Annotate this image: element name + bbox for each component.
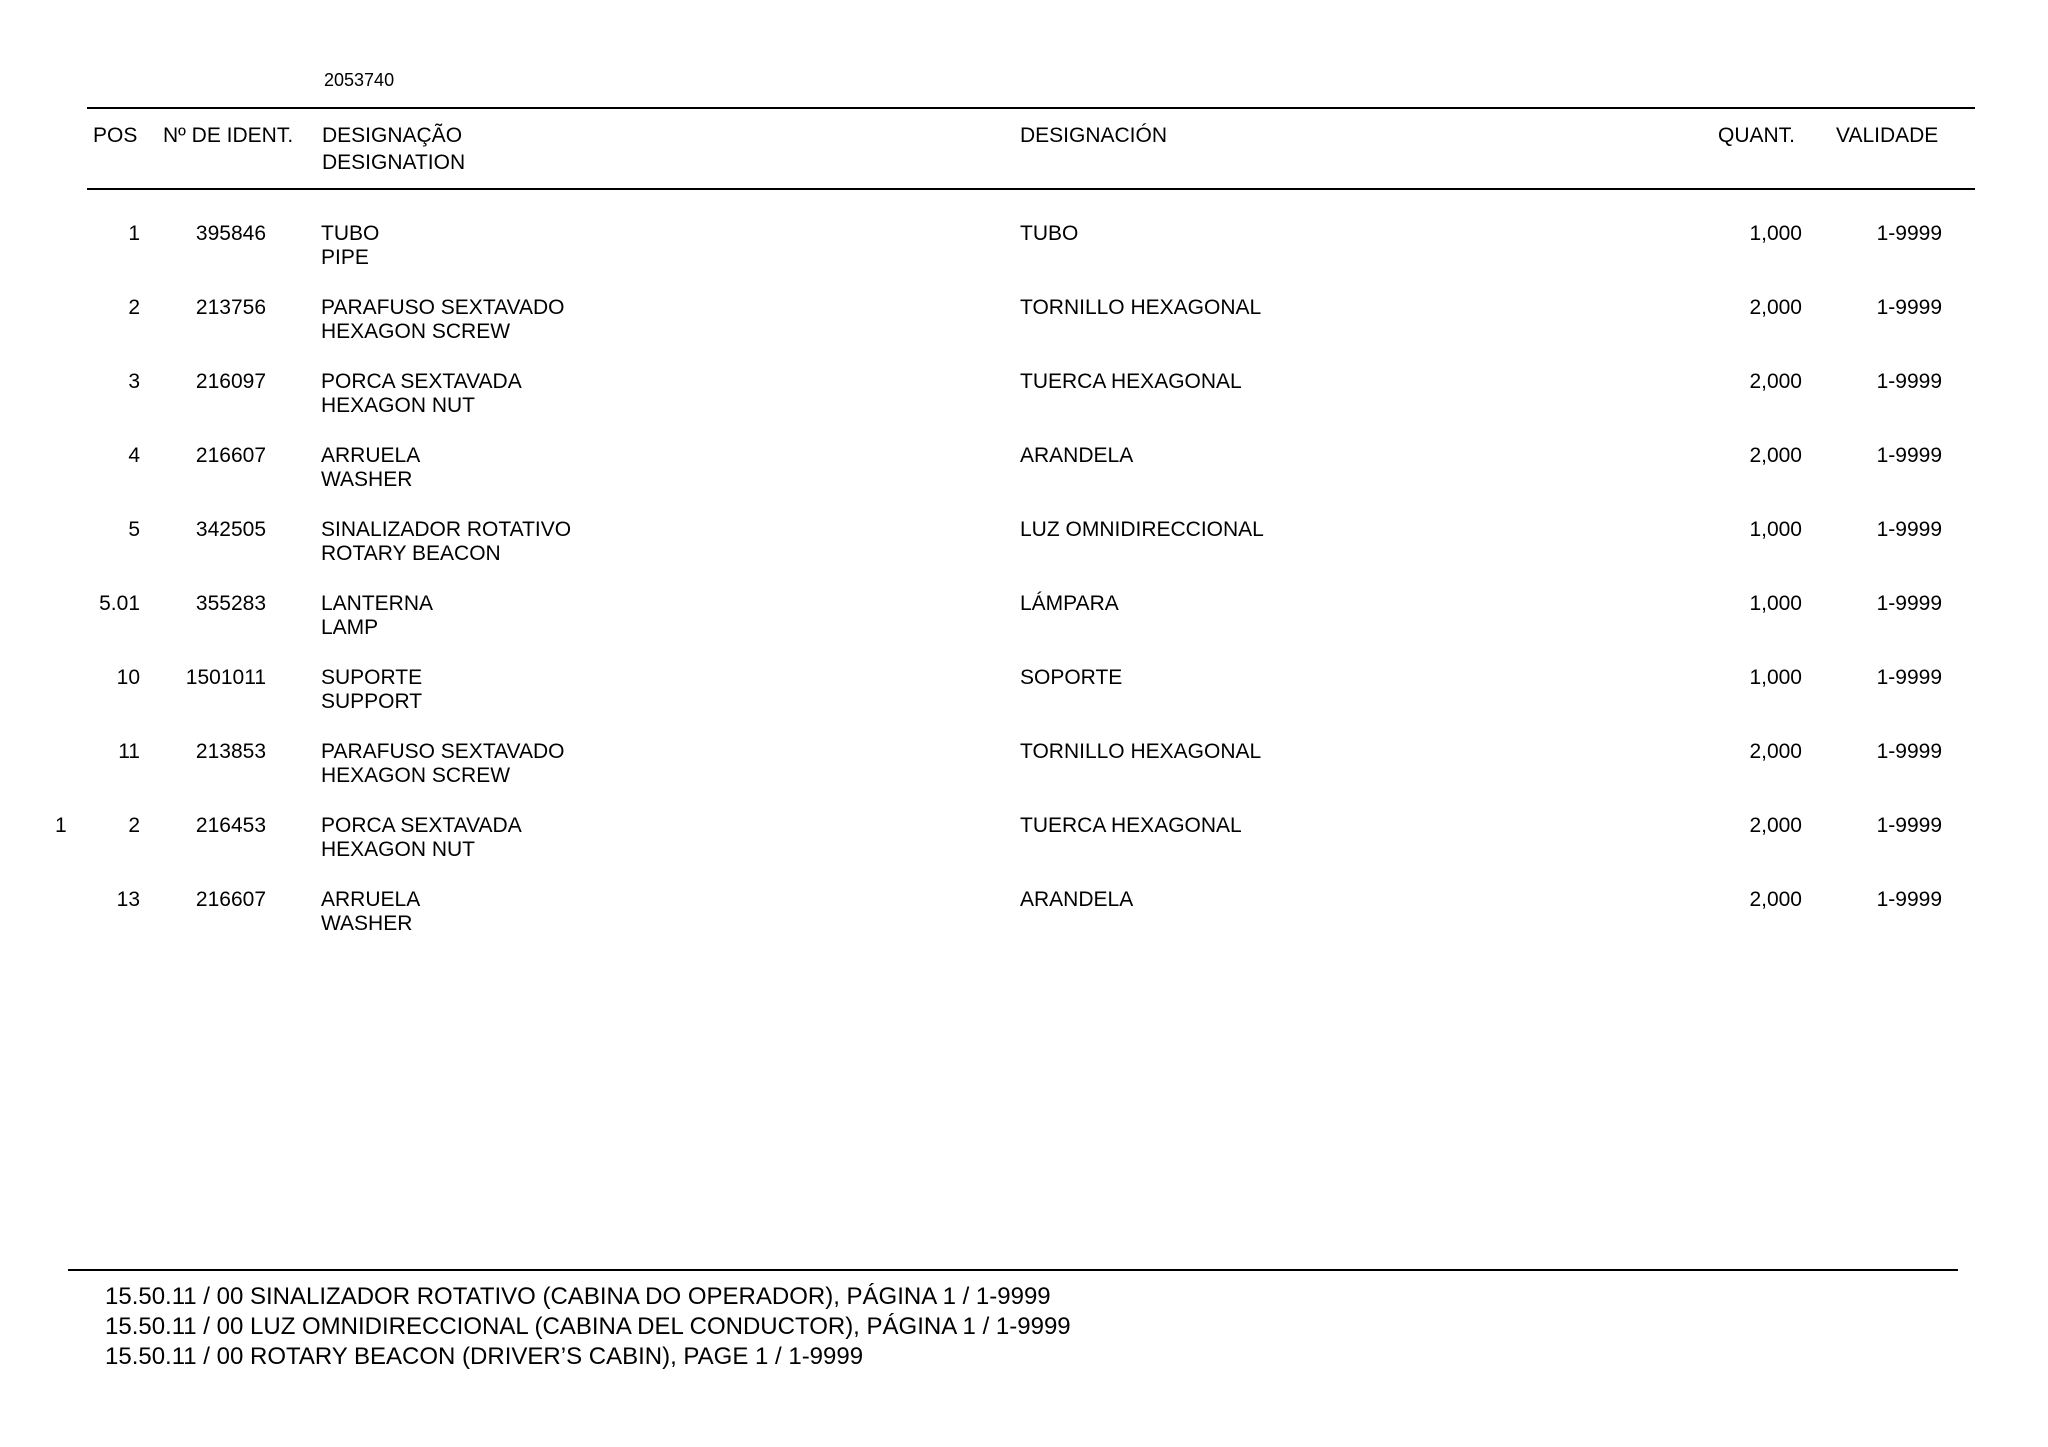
table-row bbox=[0, 444, 2048, 518]
row-desc-en: WASHER bbox=[321, 912, 413, 935]
row-desc-es: LÁMPARA bbox=[1020, 592, 1119, 615]
row-desc-en: HEXAGON NUT bbox=[321, 394, 476, 417]
header-validity: VALIDADE bbox=[1836, 124, 1939, 147]
row-ident: 216607 bbox=[195, 888, 266, 911]
row-pos: 4 bbox=[128, 444, 140, 467]
row-pos: 2 bbox=[128, 296, 140, 319]
footer-divider bbox=[68, 1269, 1958, 1271]
row-designation bbox=[321, 592, 1001, 640]
row-pos: 3 bbox=[128, 370, 140, 393]
row-desc-es: TUERCA HEXAGONAL bbox=[1020, 370, 1242, 393]
row-quantity: 2,000 bbox=[1749, 814, 1802, 837]
row-ident: 1501011 bbox=[185, 666, 266, 689]
row-designation bbox=[321, 444, 1001, 492]
row-pos: 10 bbox=[116, 666, 140, 689]
row-ident: 213756 bbox=[195, 296, 266, 319]
row-designation bbox=[321, 296, 1001, 344]
row-desc-pt: PARAFUSO SEXTAVADO bbox=[321, 296, 565, 319]
parts-table bbox=[0, 222, 2048, 962]
row-ident: 216097 bbox=[195, 370, 266, 393]
row-quantity: 1,000 bbox=[1749, 518, 1802, 541]
row-quantity: 2,000 bbox=[1749, 370, 1802, 393]
row-quantity: 1,000 bbox=[1749, 222, 1802, 245]
table-row bbox=[0, 740, 2048, 814]
footer-line-pt: 15.50.11 / 00 SINALIZADOR ROTATIVO (CABINA DO OPERADOR), PÁGINA 1 / 1-9999 bbox=[105, 1283, 1051, 1310]
row-validity: 1-9999 bbox=[1876, 444, 1942, 467]
row-desc-pt: TUBO bbox=[321, 222, 380, 245]
row-ident: 342505 bbox=[195, 518, 266, 541]
row-quantity: 1,000 bbox=[1749, 592, 1802, 615]
row-pos: 11 bbox=[118, 740, 140, 763]
row-desc-en: HEXAGON SCREW bbox=[321, 320, 511, 343]
row-validity: 1-9999 bbox=[1876, 814, 1942, 837]
header-pos: POS bbox=[93, 124, 138, 147]
table-row bbox=[0, 814, 2048, 888]
row-designation bbox=[321, 814, 1001, 862]
row-desc-en: HEXAGON NUT bbox=[321, 838, 476, 861]
row-validity: 1-9999 bbox=[1876, 222, 1942, 245]
table-row bbox=[0, 222, 2048, 296]
footer-line-en: 15.50.11 / 00 ROTARY BEACON (DRIVER’S CABIN), PAGE 1 / 1-9999 bbox=[105, 1343, 864, 1370]
row-desc-es: ARANDELA bbox=[1020, 888, 1134, 911]
row-desc-pt: PORCA SEXTAVADA bbox=[321, 814, 522, 837]
table-row bbox=[0, 888, 2048, 962]
table-row bbox=[0, 518, 2048, 592]
row-desc-es: TORNILLO HEXAGONAL bbox=[1020, 296, 1262, 319]
row-ident: 213853 bbox=[195, 740, 266, 763]
row-desc-es: TUERCA HEXAGONAL bbox=[1020, 814, 1242, 837]
row-designation bbox=[321, 888, 1001, 936]
row-desc-pt: PORCA SEXTAVADA bbox=[321, 370, 522, 393]
row-validity: 1-9999 bbox=[1876, 370, 1942, 393]
header-designation bbox=[322, 122, 465, 176]
table-row bbox=[0, 370, 2048, 444]
row-validity: 1-9999 bbox=[1876, 666, 1942, 689]
row-quantity: 2,000 bbox=[1749, 296, 1802, 319]
row-quantity: 2,000 bbox=[1749, 444, 1802, 467]
table-row bbox=[0, 296, 2048, 370]
row-designation bbox=[321, 666, 1001, 714]
row-desc-en: WASHER bbox=[321, 468, 413, 491]
table-row bbox=[0, 592, 2048, 666]
row-pos: 2 bbox=[128, 814, 140, 837]
row-designation bbox=[321, 518, 1001, 566]
row-designation bbox=[321, 370, 1001, 418]
row-ident: 216607 bbox=[195, 444, 266, 467]
top-divider bbox=[87, 107, 1975, 109]
row-designation bbox=[321, 740, 1001, 788]
row-ident: 395846 bbox=[195, 222, 266, 245]
row-quantity: 2,000 bbox=[1749, 888, 1802, 911]
row-desc-en: LAMP bbox=[321, 616, 379, 639]
row-validity: 1-9999 bbox=[1876, 740, 1942, 763]
page-footer bbox=[105, 1282, 1071, 1372]
row-validity: 1-9999 bbox=[1876, 888, 1942, 911]
row-desc-en: HEXAGON SCREW bbox=[321, 764, 511, 787]
header-designation-es: DESIGNACIÓN bbox=[1020, 124, 1168, 147]
row-pos: 5.01 bbox=[99, 592, 140, 615]
row-desc-en: SUPPORT bbox=[321, 690, 423, 713]
row-validity: 1-9999 bbox=[1876, 296, 1942, 319]
table-row bbox=[0, 666, 2048, 740]
row-desc-pt: SUPORTE bbox=[321, 666, 423, 689]
row-quantity: 2,000 bbox=[1749, 740, 1802, 763]
header-divider bbox=[87, 188, 1975, 190]
row-pos: 1 bbox=[128, 222, 140, 245]
row-pos: 5 bbox=[128, 518, 140, 541]
header-quantity: QUANT. bbox=[1718, 124, 1796, 147]
row-designation bbox=[321, 222, 1001, 270]
row-desc-pt: ARRUELA bbox=[321, 444, 421, 467]
row-ident: 216453 bbox=[195, 814, 266, 837]
document-id: 2053740 bbox=[324, 70, 395, 90]
row-desc-pt: SINALIZADOR ROTATIVO bbox=[321, 518, 572, 541]
row-desc-pt: PARAFUSO SEXTAVADO bbox=[321, 740, 565, 763]
row-desc-en: PIPE bbox=[321, 246, 369, 269]
header-designation-en: DESIGNATION bbox=[322, 151, 466, 174]
row-desc-en: ROTARY BEACON bbox=[321, 542, 501, 565]
header-designation-pt: DESIGNAÇÃO bbox=[322, 124, 463, 147]
row-mark: 1 bbox=[55, 814, 67, 837]
header-ident: Nº DE IDENT. bbox=[163, 124, 294, 147]
footer-line-es: 15.50.11 / 00 LUZ OMNIDIRECCIONAL (CABINA DEL CONDUCTOR), PÁGINA 1 / 1-9999 bbox=[105, 1313, 1071, 1340]
row-pos: 13 bbox=[116, 888, 140, 911]
row-validity: 1-9999 bbox=[1876, 518, 1942, 541]
row-desc-es: TUBO bbox=[1020, 222, 1079, 245]
row-validity: 1-9999 bbox=[1876, 592, 1942, 615]
row-desc-es: LUZ OMNIDIRECCIONAL bbox=[1020, 518, 1264, 541]
row-desc-pt: LANTERNA bbox=[321, 592, 434, 615]
row-ident: 355283 bbox=[195, 592, 266, 615]
row-desc-es: SOPORTE bbox=[1020, 666, 1123, 689]
row-quantity: 1,000 bbox=[1749, 666, 1802, 689]
row-desc-pt: ARRUELA bbox=[321, 888, 421, 911]
row-desc-es: TORNILLO HEXAGONAL bbox=[1020, 740, 1262, 763]
row-desc-es: ARANDELA bbox=[1020, 444, 1134, 467]
